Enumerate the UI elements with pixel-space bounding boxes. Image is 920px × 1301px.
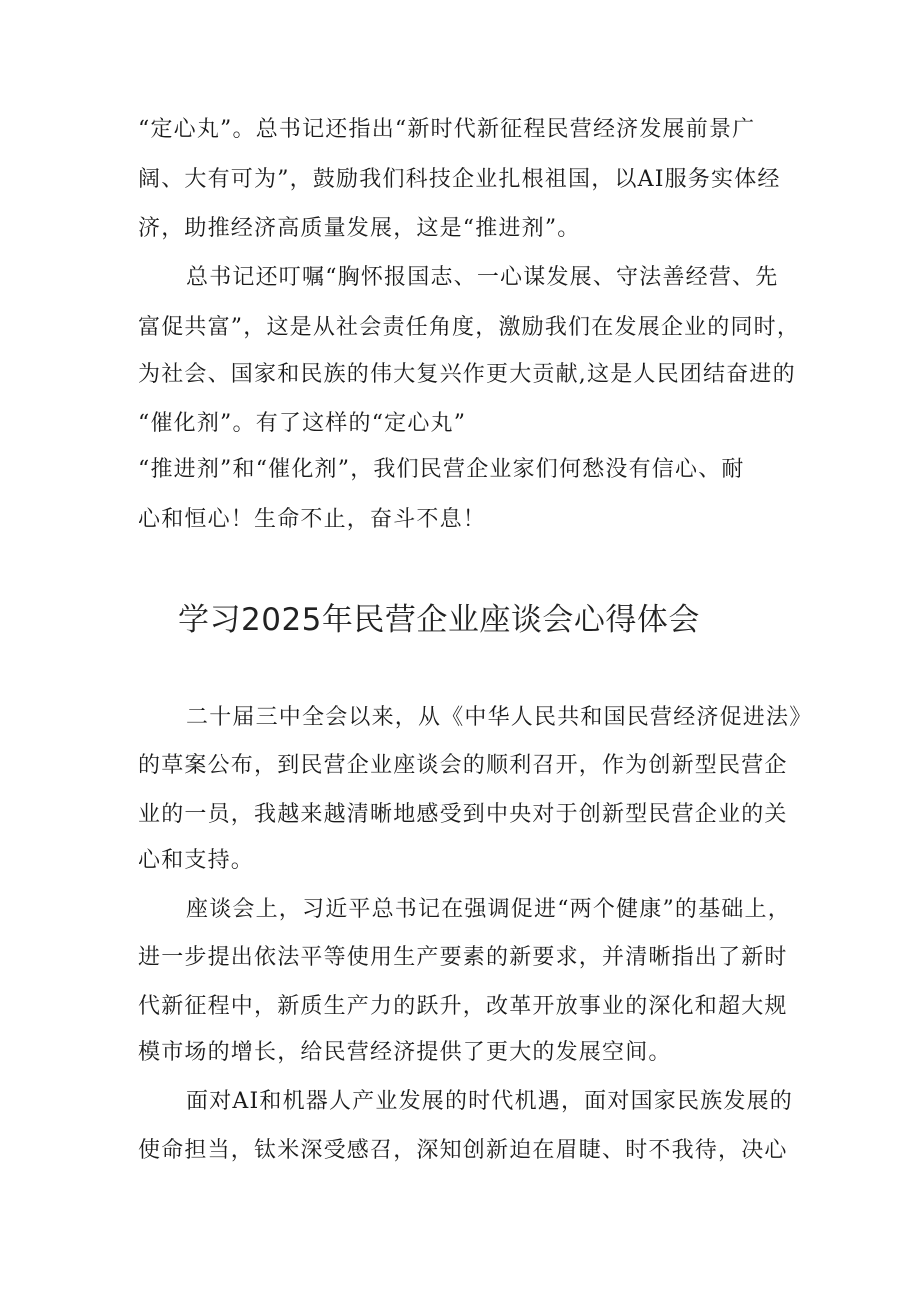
text-line: 富促共富”，这是从社会责任角度，激励我们在发展企业的同时， — [138, 315, 801, 340]
text-line: 心和恒心！生命不止，奋斗不息！ — [138, 507, 487, 532]
text-line: “推进剂”和“催化剂”，我们民营企业家们何愁没有信心、耐 — [138, 457, 745, 482]
text-line: 使命担当，钛米深受感召，深知创新迫在眉睫、时不我待，决心 — [138, 1138, 788, 1163]
text-line: 进一步提出依法平等使用生产要素的新要求，并清晰指出了新时 — [138, 945, 788, 970]
text-line: 座谈会上，习近平总书记在强调促进“两个健康”的基础上， — [186, 897, 791, 922]
text-line: 代新征程中，新质生产力的跃升，改革开放事业的深化和超大规 — [138, 994, 788, 1019]
text-line: “催化剂”。有了这样的“定心丸” — [138, 411, 467, 436]
text-line: 阔、大有可为”，鼓励我们科技企业扎根祖国，以AI服务实体经 — [138, 167, 781, 192]
text-line: “定心丸”。总书记还指出“新时代新征程民营经济发展前景广 — [138, 117, 756, 142]
text-line: 为社会、国家和民族的伟大复兴作更大贡献,这是人民团结奋进的 — [138, 362, 796, 387]
text-line: 业的一员，我越来越清晰地感受到中央对于创新型民营企业的关 — [138, 802, 788, 827]
text-line: 心和支持。 — [138, 848, 255, 873]
text-line: 济，助推经济高质量发展，这是“推进剂”。 — [138, 216, 581, 241]
text-line: 模市场的增长，给民营经济提供了更大的发展空间。 — [138, 1040, 672, 1065]
text-line: 总书记还叮嘱“胸怀报国志、一心谋发展、守法善经营、先 — [186, 265, 779, 290]
text-line: 面对AI和机器人产业发展的时代机遇，面对国家民族发展的 — [186, 1089, 793, 1114]
text-line: 二十届三中全会以来，从《中华人民共和国民营经济促进法》 — [186, 705, 813, 730]
document-title: 学习2025年民营企业座谈会心得体会 — [178, 602, 700, 638]
text-line: 的草案公布，到民营企业座谈会的顺利召开，作为创新型民营企 — [138, 753, 788, 778]
